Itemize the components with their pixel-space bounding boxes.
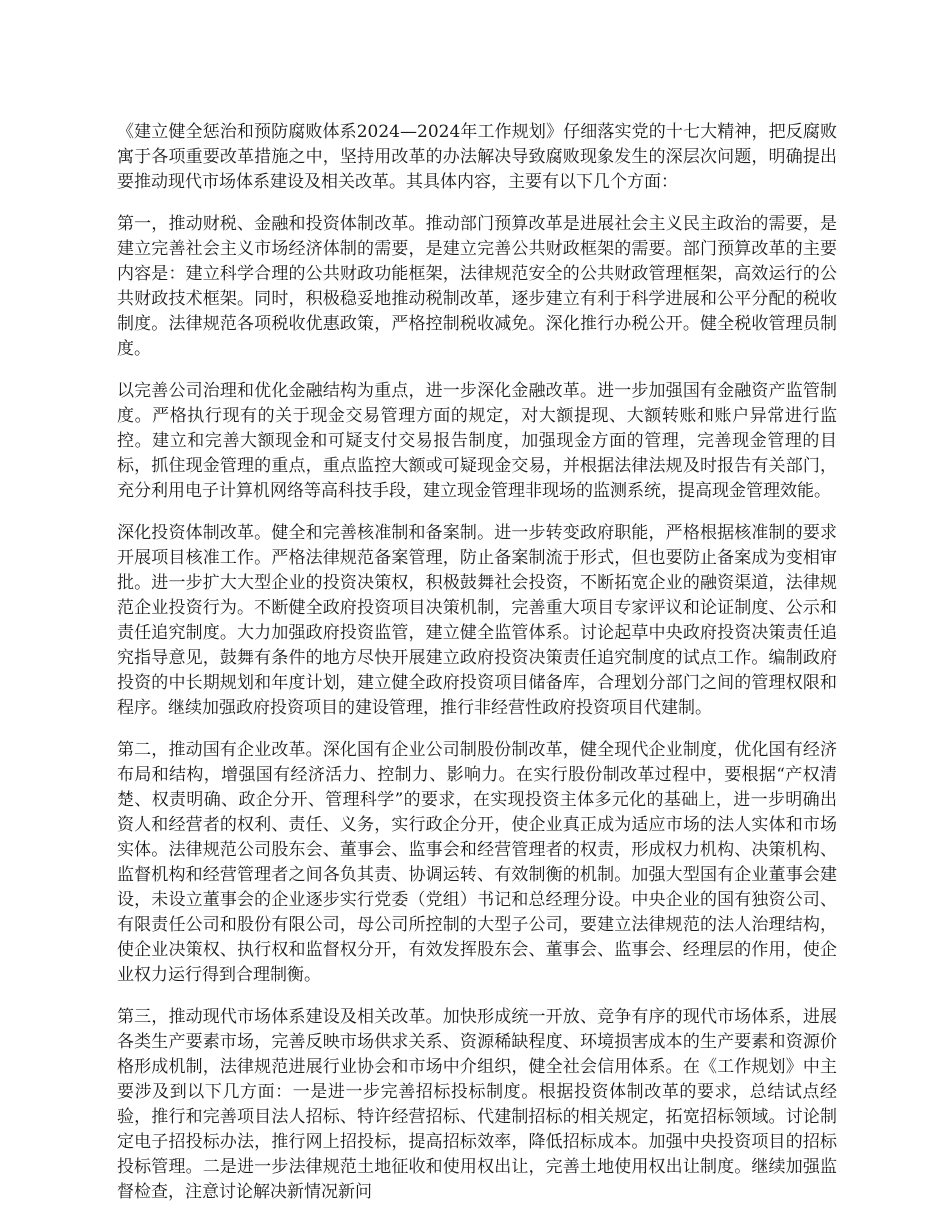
document-page xyxy=(117,120,837,1202)
paragraph-fiscal-finance-investment: 第一，推动财税、金融和投资体制改革。推动部门预算改革是进展社会主义民主政治的需要，是建立完善社会主义市场经济体制的需要，是建立完善公共财政框架的需要。部门预算改革的主要内容是：建立科学合理的公共财政功能框架，法律规范安全的公共财政管理框架，高效运行的公共财政技术框架。同时，积极稳妥地推动税制改革，逐步建立有利于科学进展和公平分配的税收制度。法律规范各项税收优惠政策，严格控制税收减免。深化推行办税公开。健全税收管理员制度。 xyxy=(117,214,837,359)
paragraph-market-system-reform: 第三，推动现代市场体系建设及相关改革。加快形成统一开放、竞争有序的现代市场体系，进展各类生产要素市场，完善反映市场供求关系、资源稀缺程度、环境损害成本的生产要素和资源价格形成机制，法律规范进展行业协会和市场中介组织，健全社会信用体系。在《工作规划》中主要涉及到以下几方面：一是进一步完善招标投标制度。根据投资体制改革的要求，总结试点经验，推行和完善项目法人招标、特许经营招标、代建制招标的相关规定，拓宽招标领域。讨论制定电子招投标办法，推行网上招投标，提高招标效率，降低招标成本。加强中央投资项目的招标投标管理。二是进一步法律规范土地征收和使用权出让，完善土地使用权出让制度。继续加强监督检查，注意讨论解决新情况新问 xyxy=(117,1007,837,1202)
intro-paragraph: 《建立健全惩治和预防腐败体系2024—2024年工作规划》仔细落实党的十七大精神，把反腐败寓于各项重要改革措施之中，坚持用改革的办法解决导致腐败现象发生的深层次问题，明确提出要推动现代市场体系建设及相关改革。其具体内容，主要有以下几个方面： xyxy=(117,122,837,192)
paragraph-state-enterprise-reform: 第二，推动国有企业改革。深化国有企业公司制股份制改革，健全现代企业制度，优化国有经济布局和结构，增强国有经济活力、控制力、影响力。在实行股份制改革过程中，要根据“产权清楚、权责明确、政企分开、管理科学”的要求，在实现投资主体多元化的基础上，进一步明确出资人和经营者的权利、责任、义务，实行政企分开，使企业真正成为适应市场的法人实体和市场实体。法律规范公司股东会、董事会、监事会和经营管理者的权责，形成权力机构、决策机构、监督机构和经营管理者之间各负其责、协调运转、有效制衡的机制。加强大型国有企业董事会建设，未设立董事会的企业逐步实行党委（党组）书记和总经理分设。中央企业的国有独资公司、有限责任公司和股份有限公司，母公司所控制的大型子公司，要建立法律规范的法人治理结构，使企业决策权、执行权和监督权分开，有效发挥股东会、董事会、监事会、经理层的作用，使企业权力运行得到合理制衡。 xyxy=(117,740,837,985)
paragraph-investment-reform: 深化投资体制改革。健全和完善核准制和备案制。进一步转变政府职能，严格根据核准制的要求开展项目核准工作。严格法律规范备案管理，防止备案制流于形式，但也要防止备案成为变相审批。进一步扩大大型企业的投资决策权，积极鼓舞社会投资，不断拓宽企业的融资渠道，法律规范企业投资行为。不断健全政府投资项目决策机制，完善重大项目专家评议和论证制度、公示和责任追究制度。大力加强政府投资监管，建立健全监管体系。讨论起草中央政府投资决策责任追究指导意见，鼓舞有条件的地方尽快开展建立政府投资决策责任追究制度的试点工作。编制政府投资的中长期规划和年度计划，建立健全政府投资项目储备库，合理划分部门之间的管理权限和程序。继续加强政府投资项目的建设管理，推行非经营性政府投资项目代建制。 xyxy=(117,523,837,718)
paragraph-financial-reform: 以完善公司治理和优化金融结构为重点，进一步深化金融改革。进一步加强国有金融资产监管制度。严格执行现有的关于现金交易管理方面的规定，对大额提现、大额转账和账户异常进行监控。建立和完善大额现金和可疑支付交易报告制度，加强现金方面的管理，完善现金管理的目标，抓住现金管理的重点，重点监控大额或可疑现金交易，并根据法律法规及时报告有关部门，充分利用电子计算机网络等高科技手段，建立现金管理非现场的监测系统，提高现金管理效能。 xyxy=(117,381,837,501)
